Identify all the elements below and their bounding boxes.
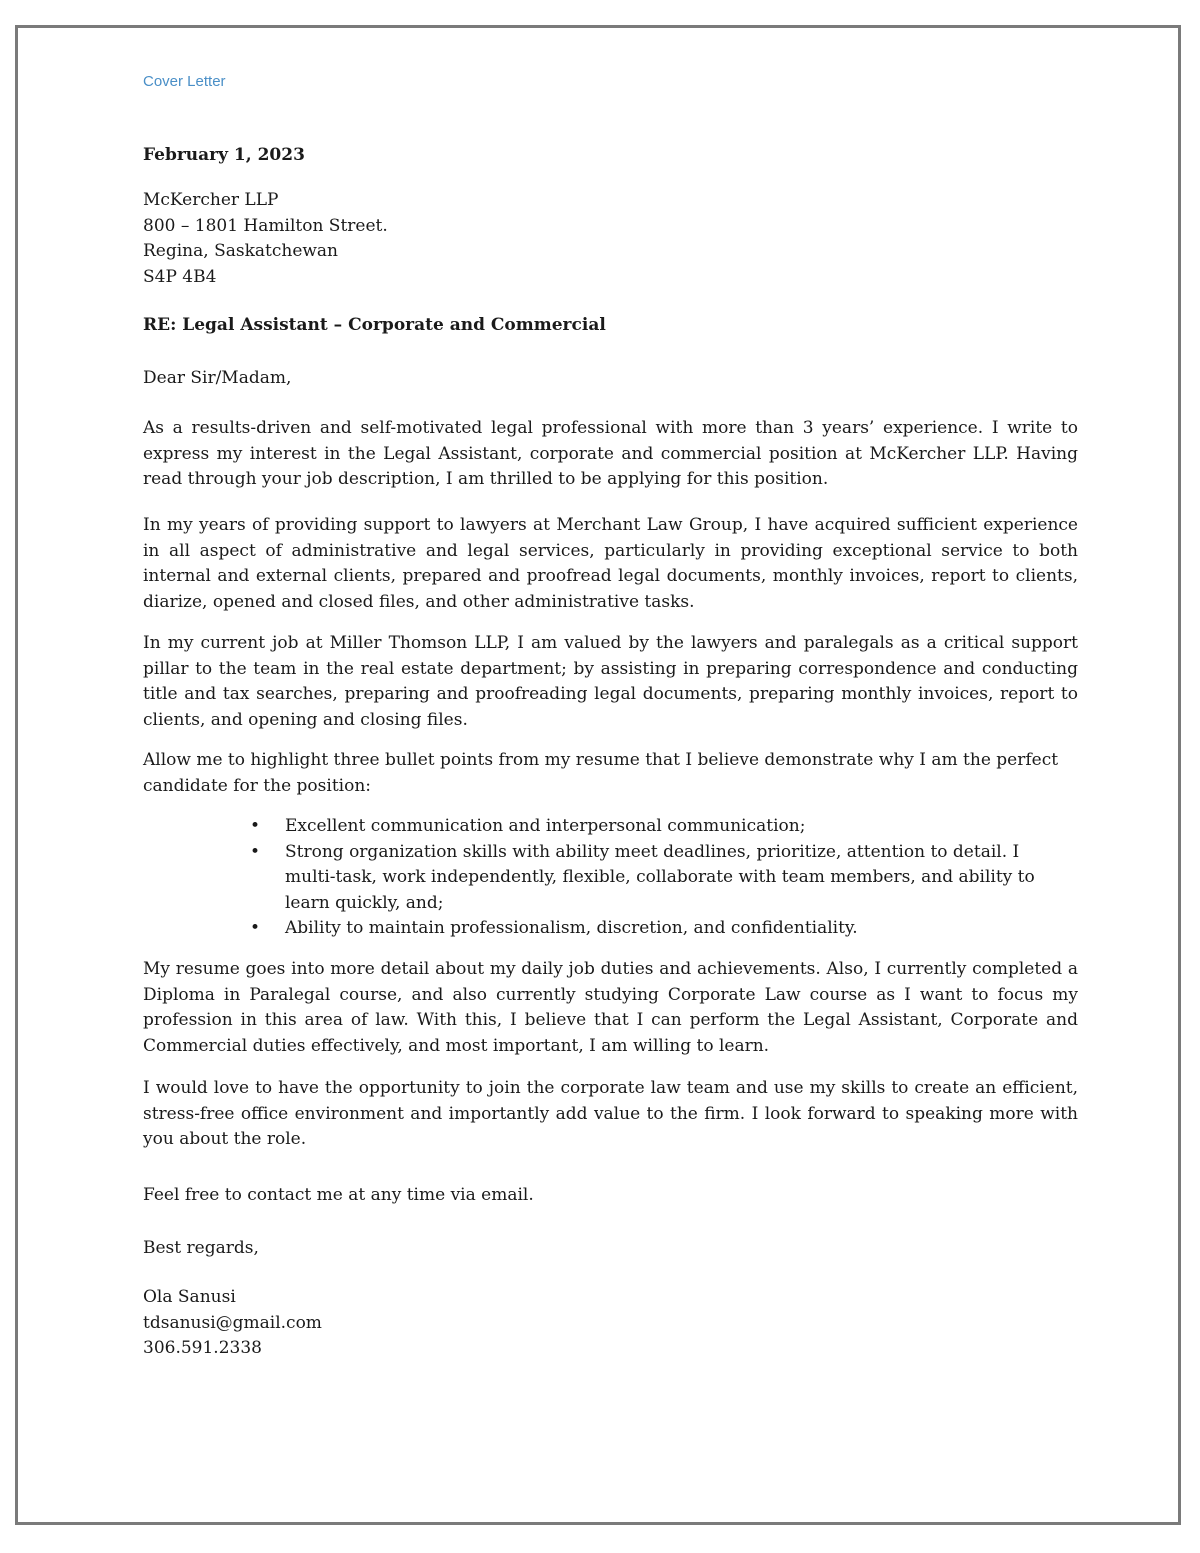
signature-name: Ola Sanusi	[143, 1287, 236, 1307]
skills-bullet-list	[143, 814, 1078, 942]
paragraph-opportunity: I would love to have the opportunity to join the corporate law team and use my skills to create an efficient, stress-free office environment and importantly add value to the firm. I look forward to speaking more with you about the role.	[143, 1078, 1078, 1149]
recipient-address	[143, 188, 388, 290]
bullet-icon: •	[250, 816, 261, 836]
bullet-text: Strong organization skills with ability meet deadlines, prioritize, attention to detail. I multi-task, work independently, flexible, collaborate with team members, and ability to learn quickly, and;	[285, 841, 1035, 913]
signature-email: tdsanusi@gmail.com	[143, 1312, 322, 1333]
document-page	[15, 25, 1181, 1525]
address-line: 800 – 1801 Hamilton Street.	[143, 215, 388, 236]
address-line: McKercher LLP	[143, 190, 279, 210]
bullet-icon: •	[250, 841, 261, 862]
paragraph-education: My resume goes into more detail about my daily job duties and achievements. Also, I currently completed a Diploma in Paralegal course, and also currently studying Corporate Law course as I want to focus my profession in this area of law. With this, I believe that I can perform the Legal Assistant, Corporate and Commercial duties effectively, and most important, I am willing to learn.	[143, 959, 1078, 1056]
list-item	[143, 916, 1078, 942]
subject-line: RE: Legal Assistant – Corporate and Commercial	[143, 315, 606, 335]
bullet-text: Excellent communication and interpersonal communication;	[285, 816, 806, 836]
closing: Best regards,	[143, 1238, 259, 1258]
signature-block	[143, 1285, 322, 1362]
salutation: Dear Sir/Madam,	[143, 368, 292, 388]
paragraph-experience: In my years of providing support to lawyers at Merchant Law Group, I have acquired sufficient experience in all aspect of administrative and legal services, particularly in providing exceptional service to both internal and external clients, prepared and proofread legal documents, monthly invoices, report to clients, diarize, opened and closed files, and other administrative tasks.	[143, 515, 1078, 612]
document-header-label: Cover Letter	[143, 73, 226, 90]
signature-phone: 306.591.2338	[143, 1338, 262, 1358]
paragraph-current-job: In my current job at Miller Thomson LLP, I am valued by the lawyers and paralegals as a critical support pillar to the team in the real estate department; by assisting in preparing correspondence and conducting title and tax searches, preparing and proofreading legal documents, preparing monthly invoices, report to clients, and opening and closing files.	[143, 633, 1078, 730]
paragraph-intro: As a results-driven and self-motivated legal professional with more than 3 years’ experience. I write to express my interest in the Legal Assistant, corporate and commercial position at McKercher LLP. Having read through your job description, I am thrilled to be applying for this position.	[143, 418, 1078, 489]
address-line: S4P 4B4	[143, 266, 217, 287]
paragraph-contact: Feel free to contact me at any time via email.	[143, 1185, 534, 1205]
bullet-text: Ability to maintain professionalism, discretion, and confidentiality.	[285, 918, 858, 938]
paragraph-highlights: Allow me to highlight three bullet points from my resume that I believe demonstrate why I am the perfect candidate for the position:	[143, 750, 1059, 796]
address-line: Regina, Saskatchewan	[143, 241, 339, 261]
letter-date: February 1, 2023	[143, 145, 305, 165]
list-item	[143, 840, 1078, 917]
bullet-icon: •	[250, 918, 261, 938]
list-item	[143, 814, 1078, 840]
